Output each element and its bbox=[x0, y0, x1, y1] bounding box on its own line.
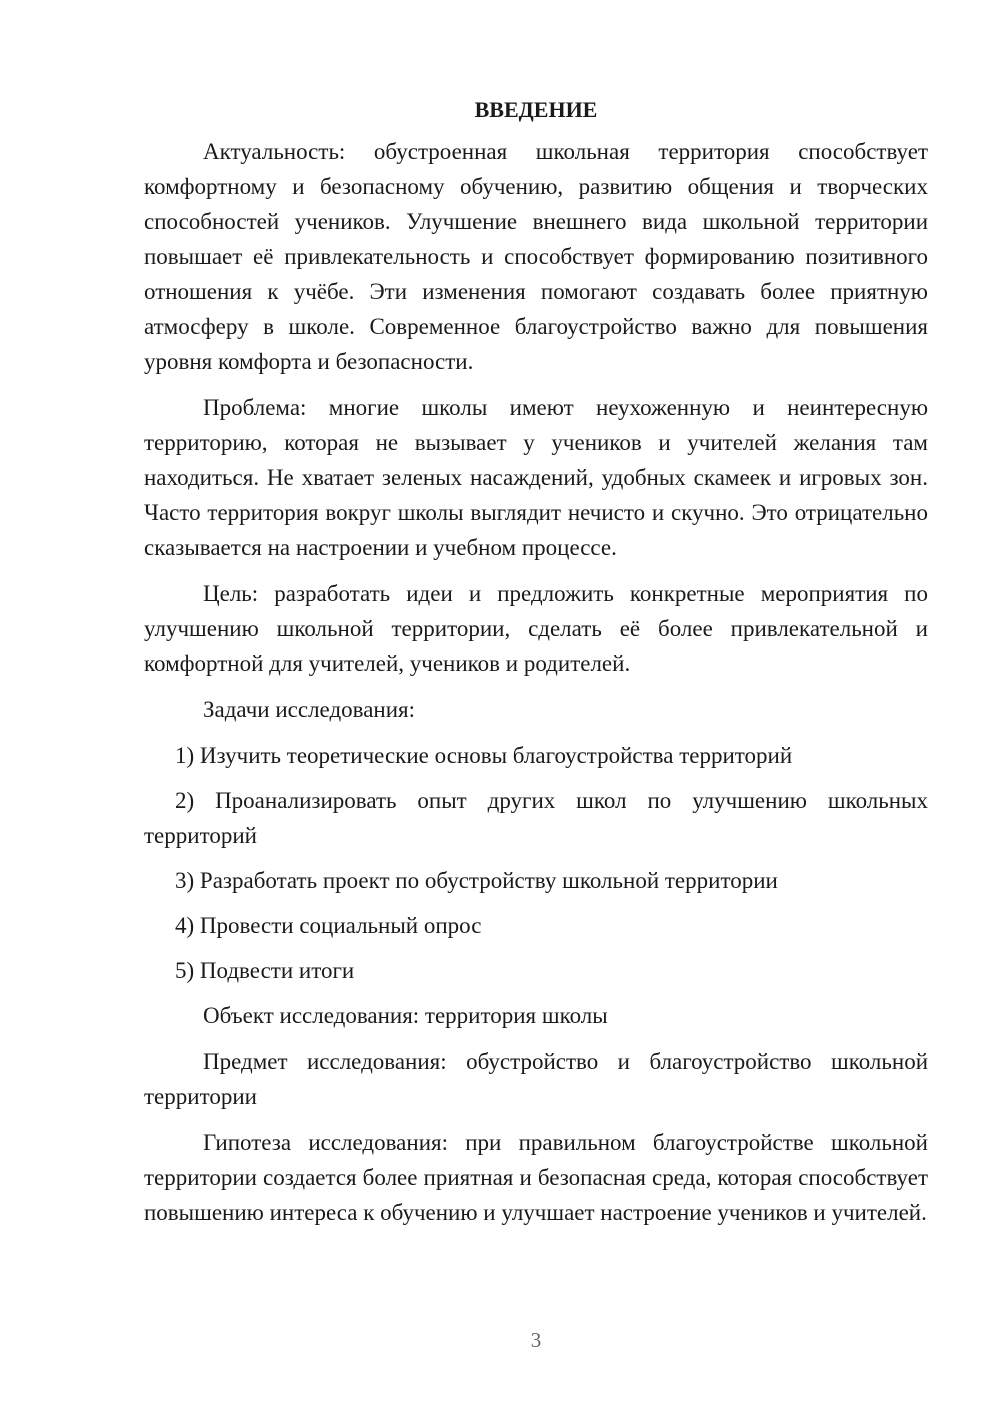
paragraph-relevance: Актуальность: обустроенная школьная территория способствует комфортному и безопасному обучению, развитию общения и творческих способностей учеников. Улучшение внешнего вида школьной территории повышает её привлекательность и способствует формированию позитивного отношения к учёбе. Эти изменения помогают создавать более приятную атмосферу в школе. Современное благоустройство важно для повышения уровня комфорта и безопасности. bbox=[144, 139, 928, 374]
list-item: 3) Разработать проект по обустройству школьной территории bbox=[175, 868, 778, 893]
page-content bbox=[144, 92, 928, 1230]
paragraph-subject: Предмет исследования: обустройство и благоустройство школьной территории bbox=[144, 1049, 928, 1109]
paragraph-goal: Цель: разработать идеи и предложить конкретные мероприятия по улучшению школьной территории, сделать её более привлекательной и комфортной для учителей, учеников и родителей. bbox=[144, 581, 928, 676]
list-item: 1) Изучить теоретические основы благоустройства территорий bbox=[175, 743, 793, 768]
paragraph-object: Объект исследования: территория школы bbox=[203, 1003, 608, 1028]
list-item: 2) Проанализировать опыт других школ по улучшению школьных территорий bbox=[144, 788, 928, 848]
tasks-heading: Задачи исследования: bbox=[203, 697, 416, 722]
tasks-list bbox=[144, 738, 928, 988]
paragraph-problem: Проблема: многие школы имеют неухоженную и неинтересную территорию, которая не вызывает у учеников и учителей желания там находиться. Не хватает зеленых насаждений, удобных скамеек и игровых зон. Часто территория вокруг школы выглядит нечисто и скучно. Это отрицательно сказывается на настроении и учебном процессе. bbox=[144, 395, 928, 560]
page-number: 3 bbox=[530, 1328, 542, 1352]
paragraph-hypothesis: Гипотеза исследования: при правильном благоустройстве школьной территории создается более приятная и безопасная среда, которая способствует повышению интереса к обучению и улучшает настроение учеников и учителей. bbox=[144, 1130, 928, 1225]
page-title: ВВЕДЕНИЕ bbox=[474, 97, 598, 122]
list-item: 5) Подвести итоги bbox=[175, 958, 355, 983]
list-item: 4) Провести социальный опрос bbox=[175, 913, 482, 938]
